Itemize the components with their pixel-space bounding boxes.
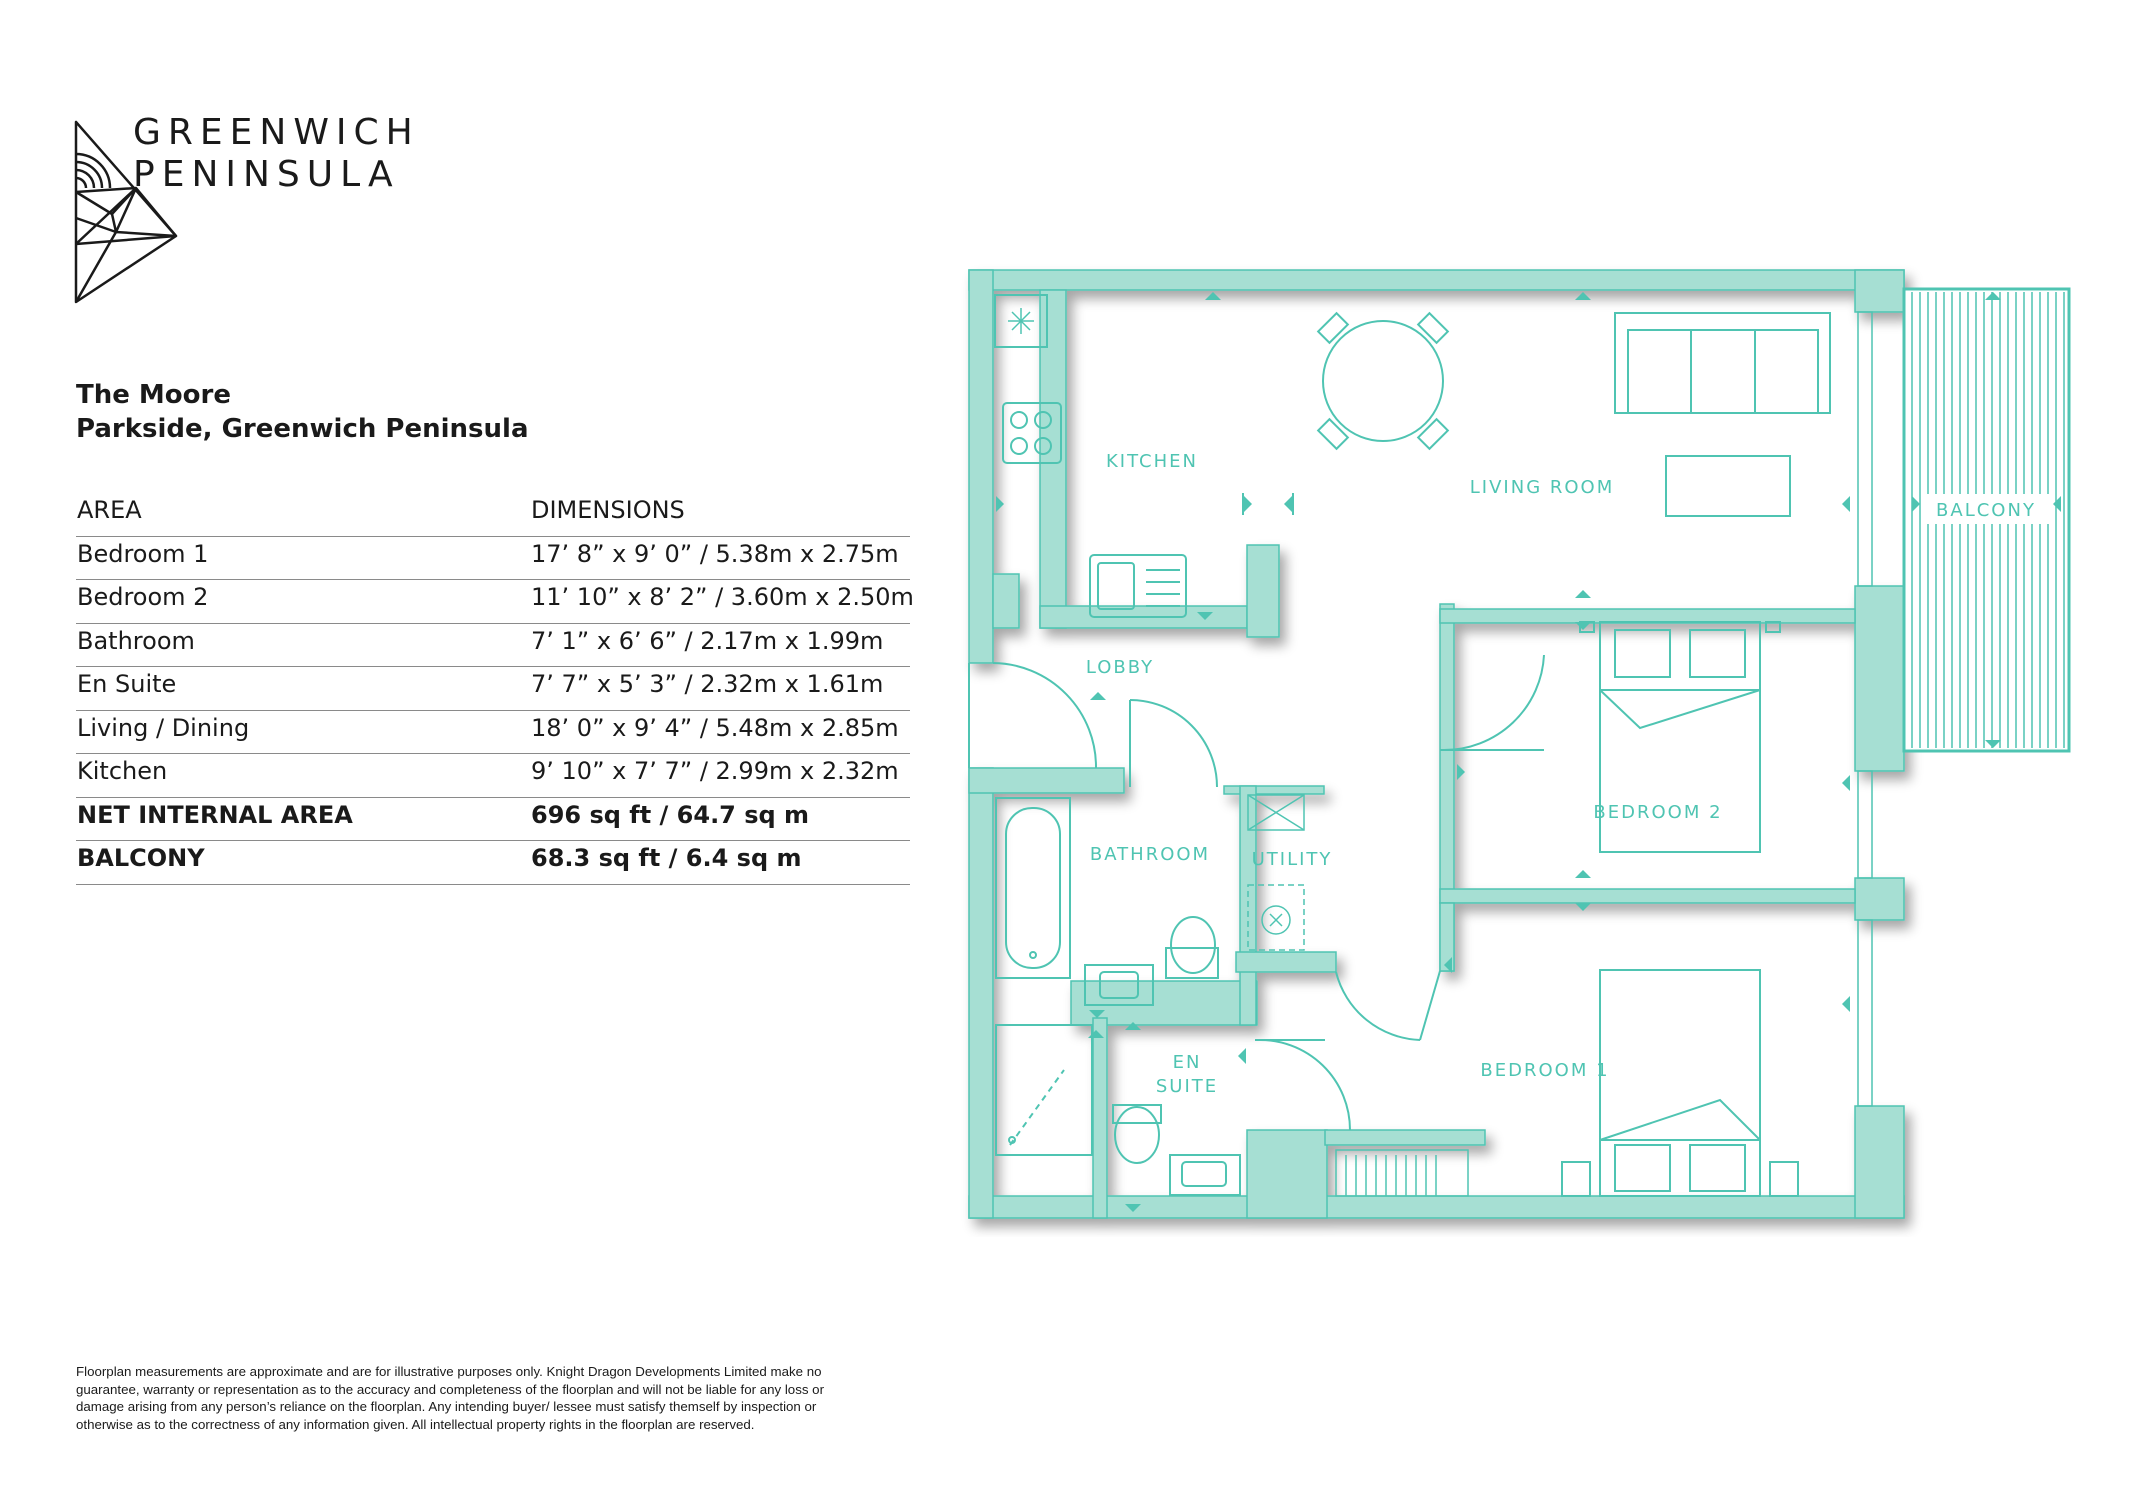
storage-cupboard (1336, 1150, 1468, 1196)
row-area: Living / Dining (77, 713, 250, 742)
header-area: AREA (77, 496, 142, 524)
dimensions-table (76, 493, 914, 885)
label-bathroom: BATHROOM (1089, 844, 1211, 865)
dining-table (1318, 313, 1448, 449)
floorplan (960, 262, 2078, 1237)
table-row (76, 667, 910, 711)
bedroom-1-bed (1562, 970, 1798, 1196)
table-row (76, 754, 910, 798)
label-lobby: LOBBY (1085, 657, 1155, 678)
row-area: En Suite (77, 670, 177, 698)
row-dimensions: 7’ 7” x 5’ 3” / 2.32m x 1.61m (531, 670, 884, 698)
brand-line-1: GREENWICH (133, 112, 420, 153)
row-dimensions: 17’ 8” x 9’ 0” / 5.38m x 2.75m (531, 539, 899, 568)
label-utility: UTILITY (1251, 849, 1333, 870)
brand-wordmark (133, 112, 420, 196)
row-dimensions: 7’ 1” x 6’ 6” / 2.17m x 1.99m (531, 626, 884, 655)
row-area: NET INTERNAL AREA (77, 800, 353, 829)
row-area: Bedroom 2 (77, 583, 209, 611)
row-area: BALCONY (77, 844, 205, 872)
table-row (76, 537, 910, 581)
label-en-suite-line-1: EN (1172, 1052, 1202, 1073)
disclaimer: Floorplan measurements are approximate and are for illustrative purposes only. Knight Dragon Developments Limited make no guarantee, warranty or representation as to the accuracy and completeness of the floorplan and will not be liable for any loss or damage arising from any person’s reliance on the floorplan. Any intending buyer/ lessee must satisfy themself by inspection or otherwise as to the correctness of any information given. All intellectual property rights in the floorplan are reserved. (76, 1364, 825, 1432)
washing-machine-icon (1008, 308, 1034, 334)
en-suite-fittings (996, 1025, 1240, 1195)
label-living-room: LIVING ROOM (1469, 477, 1615, 498)
row-dimensions: 11’ 10” x 8’ 2” / 3.60m x 2.50m (531, 583, 914, 611)
label-kitchen: KITCHEN (1106, 451, 1198, 472)
row-dimensions: 68.3 sq ft / 6.4 sq m (531, 844, 802, 872)
property-location: Parkside, Greenwich Peninsula (76, 414, 529, 444)
table-row (76, 798, 910, 842)
row-dimensions: 696 sq ft / 64.7 sq m (531, 800, 810, 829)
row-area: Bedroom 1 (77, 539, 209, 568)
table-row (76, 624, 910, 668)
brand-line-2: PENINSULA (133, 154, 400, 195)
row-area: Bathroom (77, 626, 195, 655)
table-row (76, 711, 910, 755)
label-bedroom-2: BEDROOM 2 (1593, 802, 1723, 823)
row-area: Kitchen (77, 757, 168, 785)
table-row (76, 580, 914, 624)
label-balcony: BALCONY (1936, 500, 2036, 521)
table-row (76, 841, 910, 885)
sofa (1615, 313, 1830, 516)
property-name: The Moore (76, 380, 231, 410)
label-bedroom-1: BEDROOM 1 (1480, 1060, 1610, 1081)
header-dimensions: DIMENSIONS (531, 496, 685, 524)
bathroom-fittings (996, 798, 1218, 1005)
row-dimensions: 9’ 10” x 7’ 7” / 2.99m x 2.32m (531, 757, 899, 785)
label-en-suite-line-2: SUITE (1155, 1076, 1219, 1097)
table-header-row (76, 493, 910, 537)
row-dimensions: 18’ 0” x 9’ 4” / 5.48m x 2.85m (531, 713, 899, 742)
